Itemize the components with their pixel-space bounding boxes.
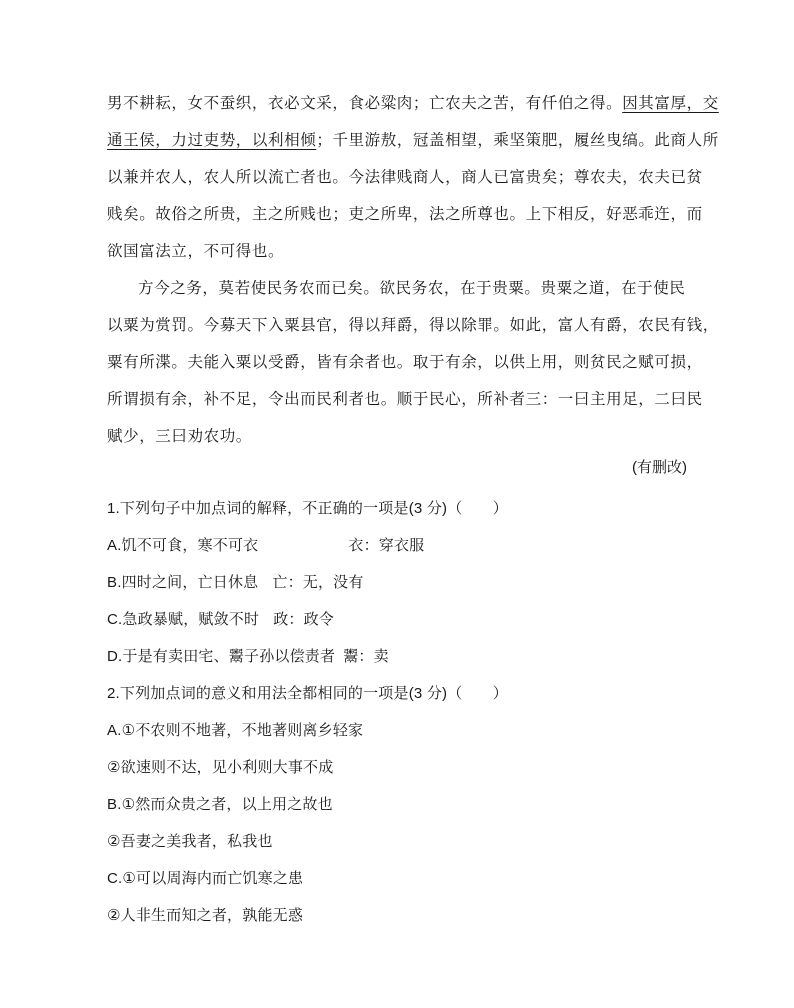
passage-line-8: 粟有所渫。夫能入粟以受爵，皆有余者也。取于有余，以供上用，则贫民之赋可损， — [107, 353, 703, 371]
passage-line-10: 赋少，三曰劝农功。 — [107, 427, 252, 445]
question-1-option-c — [107, 610, 334, 630]
passage-line-9: 所谓损有余，补不足，令出而民利者也。顺于民心，所补者三：一曰主用足，二曰民 — [107, 390, 703, 408]
passage-line-3: 以兼并农人，农人所以流亡者也。今法律贱商人，商人已富贵矣；尊农夫，农夫已贫 — [107, 168, 703, 186]
question-2-option-a-2: ②欲速则不达，见小利则大事不成 — [107, 759, 334, 776]
option-c-gloss: 政：政令 — [273, 611, 335, 628]
source-note: (有删改) — [632, 459, 687, 476]
question-2-option-c-2: ②人非生而知之者，孰能无惑 — [107, 907, 304, 924]
question-2-stem: 2.下列加点词的意义和用法全都相同的一项是(3 分)（ ） — [107, 685, 509, 702]
question-2-option-b-2: ②吾妻之美我者，私我也 — [107, 833, 273, 850]
question-1-option-b — [107, 573, 364, 593]
option-c-sentence: C.急政暴赋，赋敛不时 — [107, 611, 260, 628]
passage-line-1 — [107, 93, 719, 113]
passage-line-6: 方今之务，莫若使民务农而已矣。欲民务农，在于贵粟。贵粟之道，在于使民 — [138, 279, 686, 297]
question-2-option-c-1: C.①可以周海内而亡饥寒之患 — [107, 870, 304, 887]
question-2-option-b-1: B.①然而众贵之者，以上用之故也 — [107, 796, 333, 813]
passage-text: ；千里游敖，冠盖相望，乘坚策肥，履丝曳缟。此商人所 — [316, 131, 719, 149]
question-1-stem: 1.下列句子中加点词的解释，不正确的一项是(3 分)（ ） — [107, 500, 509, 517]
passage-text: 男不耕耘，女不蚕织，衣必文采，食必粱肉；亡农夫之苦，有仟伯之得。 — [107, 94, 623, 112]
option-b-gloss: 亡：无，没有 — [272, 574, 364, 591]
option-b-sentence: B.四时之间，亡日休息 — [107, 574, 259, 591]
passage-line-2 — [107, 130, 719, 150]
question-1-option-a — [107, 536, 424, 556]
passage-line-5: 欲国富法立，不可得也。 — [107, 242, 285, 260]
underlined-sentence-end: 通王侯，力过吏势，以利相倾 — [107, 131, 317, 149]
question-1-option-d — [107, 647, 389, 667]
option-a-gloss: 衣：穿衣服 — [348, 537, 425, 554]
underlined-sentence-start: 因其富厚，交 — [622, 94, 719, 112]
option-d-sentence: D.于是有卖田宅、鬻子孙以偿责者 — [107, 648, 336, 665]
question-2-option-a-1: A.①不农则不地著，不地著则离乡轻家 — [107, 722, 364, 739]
passage-line-7: 以粟为赏罚。今募天下入粟县官，得以拜爵，得以除罪。如此，富人有爵，农民有钱， — [107, 316, 719, 334]
option-a-sentence: A.饥不可食，寒不可衣 — [107, 537, 259, 554]
passage-line-4: 贱矣。故俗之所贵，主之所贱也；吏之所卑，法之所尊也。上下相反，好恶乖迕，而 — [107, 205, 703, 223]
option-d-gloss: 鬻：卖 — [343, 648, 389, 665]
